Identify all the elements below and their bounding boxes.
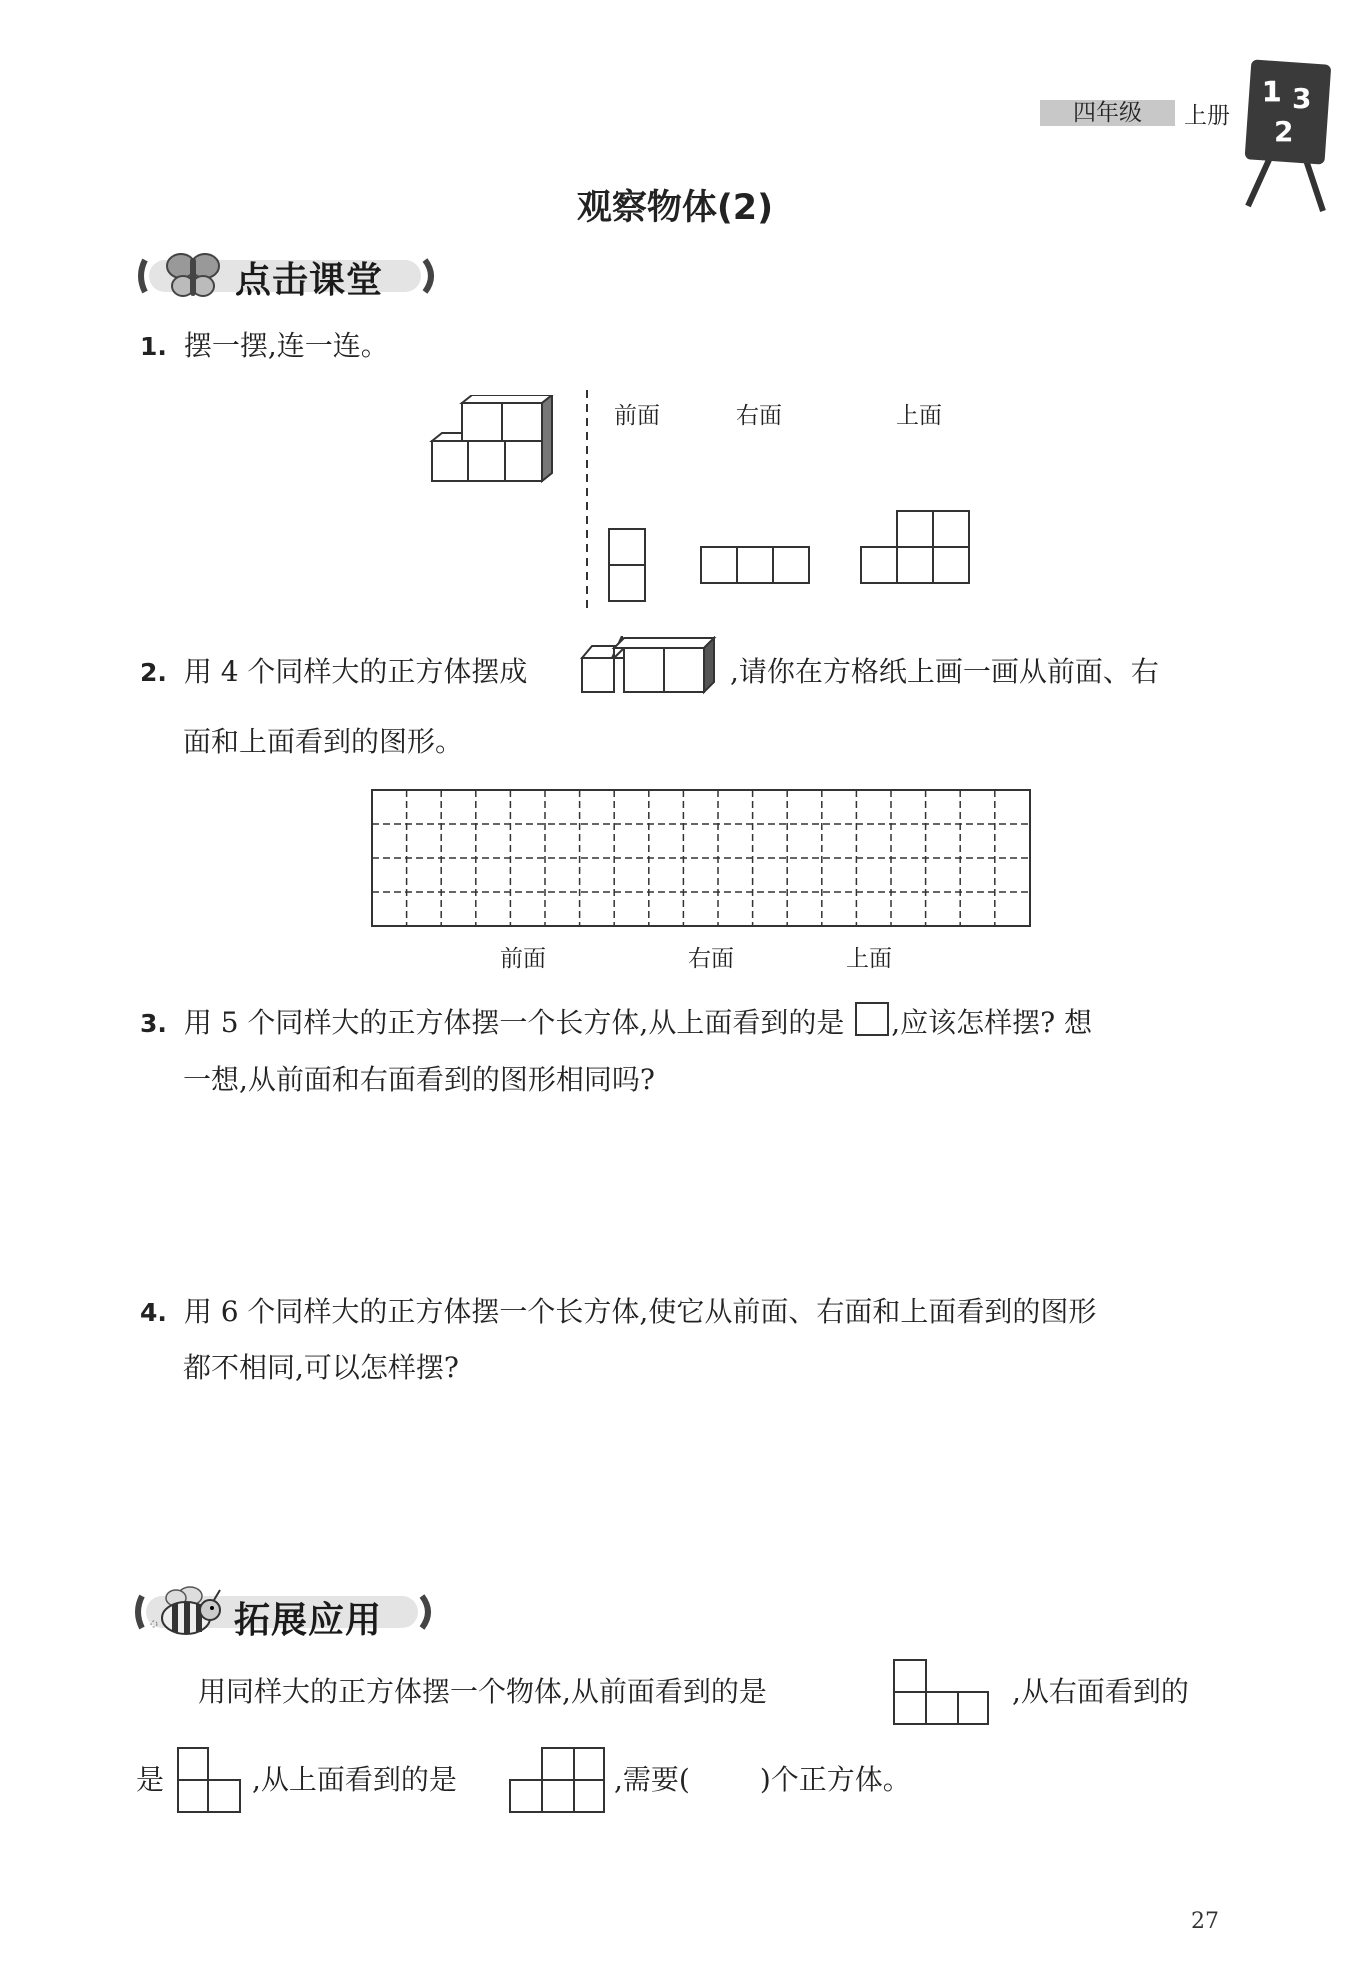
extension-text-line1-end: ,从右面看到的 xyxy=(1012,1675,1189,1708)
question-2-line2: 面和上面看到的图形。 xyxy=(183,725,464,758)
grade-label: 四年级 xyxy=(1040,100,1175,126)
q1-cube-figure xyxy=(428,395,563,490)
question-text-part1: 用 5 个同样大的正方体摆一个长方体,从上面看到的是 xyxy=(183,1006,845,1039)
grid-label-top: 上面 xyxy=(846,946,892,972)
grid-label-front: 前面 xyxy=(500,946,546,972)
section-banner-extension xyxy=(132,1584,442,1640)
page-title: 观察物体(2) xyxy=(576,188,774,228)
view-shape-horizontal-3[interactable] xyxy=(697,543,817,588)
ext-top-view-shape xyxy=(506,1744,608,1816)
question-number: 4. xyxy=(140,1298,167,1327)
grid-label-right: 右面 xyxy=(688,946,734,972)
extension-text-line1: 用同样大的正方体摆一个物体,从前面看到的是 xyxy=(198,1675,767,1708)
logo-digit-1: 1 xyxy=(1262,75,1282,108)
section-label: 拓展应用 xyxy=(234,1600,383,1641)
question-2 xyxy=(140,652,527,693)
ext-right-view-shape xyxy=(174,1744,246,1816)
question-number: 3. xyxy=(140,1009,167,1038)
answer-prefix: ,需要( xyxy=(614,1763,690,1796)
question-1 xyxy=(140,326,389,367)
term-label: 上册 xyxy=(1184,103,1230,129)
section-banner-classroom xyxy=(135,250,445,300)
answer-suffix: )个正方体。 xyxy=(759,1763,911,1796)
logo-digit-2: 2 xyxy=(1274,115,1294,148)
question-3-line2: 一想,从前面和右面看到的图形相同吗? xyxy=(183,1063,655,1096)
view-label-right: 右面 xyxy=(736,403,782,429)
question-4-line2: 都不相同,可以怎样摆? xyxy=(183,1351,459,1384)
question-4 xyxy=(140,1292,1096,1333)
q2-cube-figure xyxy=(578,636,723,701)
q3-square-icon xyxy=(855,1002,889,1036)
bee-icon xyxy=(146,1584,226,1640)
question-3 xyxy=(140,1002,1092,1044)
view-shape-L-5[interactable] xyxy=(857,507,977,589)
view-label-front: 前面 xyxy=(614,403,660,429)
question-text: 用 6 个同样大的正方体摆一个长方体,使它从前面、右面和上面看到的图形 xyxy=(183,1295,1097,1328)
section-label: 点击课堂 xyxy=(235,260,384,301)
view-shape-vertical-2[interactable] xyxy=(605,525,650,605)
question-number: 1. xyxy=(140,332,167,361)
grid-paper[interactable] xyxy=(370,788,1035,932)
question-text: 摆一摆,连一连。 xyxy=(183,329,389,362)
extension-text-line2-mid: ,从上面看到的是 xyxy=(252,1763,457,1796)
logo-digit-3: 3 xyxy=(1292,82,1312,115)
question-text-part2: ,应该怎样摆? 想 xyxy=(891,1006,1093,1039)
page-number: 27 xyxy=(1191,1909,1219,1934)
dashed-divider xyxy=(584,390,590,610)
question-text-part1: 用 4 个同样大的正方体摆成 xyxy=(183,655,528,688)
view-label-top: 上面 xyxy=(896,403,942,429)
butterfly-icon xyxy=(163,250,223,302)
question-2-continued: ,请你在方格纸上画一画从前面、右 xyxy=(730,655,1159,688)
extension-text-line2-start: 是 xyxy=(136,1763,165,1796)
ext-front-view-shape xyxy=(890,1656,992,1728)
extension-text-line2-end xyxy=(614,1760,911,1800)
question-number: 2. xyxy=(140,658,167,687)
